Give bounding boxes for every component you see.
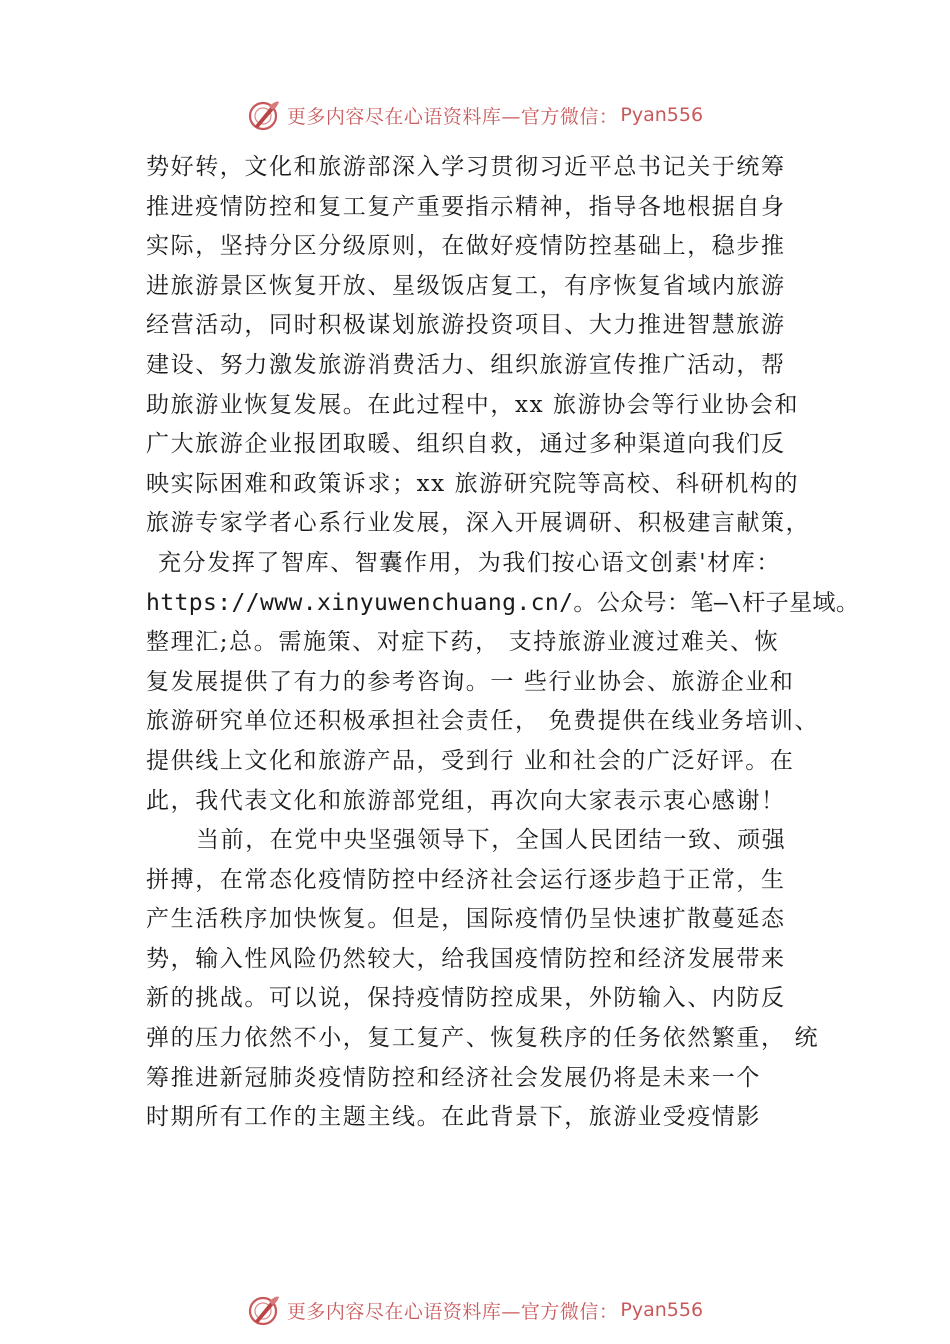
text-line: 产生活秩序加快恢复。但是，国际疫情仍呈快速扩散蔓延态: [146, 906, 786, 933]
footer-banner: [0, 1290, 950, 1330]
text-line: 推进疫情防控和复工复产重要指示精神，指导各地根据自身: [146, 193, 786, 220]
text-line: 势好转，文化和旅游部深入学习贯彻习近平总书记关于统筹: [146, 154, 786, 180]
quill-logo-icon: [247, 98, 281, 132]
banner-text: 更多内容尽在心语资料库—官方微信：: [286, 105, 619, 128]
document-body: [146, 148, 860, 1138]
url-line: https://www.xinyuwenchuang.cn/。公众号：笔—\杆子星域。: [146, 589, 860, 616]
quill-logo-icon: [247, 1293, 281, 1327]
text-line: 势，输入性风险仍然较大，给我国疫情防控和经济发展带来: [146, 945, 786, 972]
text-line: 旅游专家学者心系行业发展，深入开展调研、积极建言献策，: [146, 510, 811, 537]
text-line: 进旅游景区恢复开放、星级饭店复工，有序恢复省域内旅游: [146, 272, 786, 299]
text-line: 复发展提供了有力的参考咨询。一 些行业协会、旅游企业和: [146, 668, 795, 695]
text-line: 时期所有工作的主题主线。在此背景下，旅游业受疫情影: [146, 1104, 761, 1131]
text-line: 弹的压力依然不小，复工复产、恢复秩序的任务依然繁重， 统: [146, 1025, 820, 1052]
banner-text: 更多内容尽在心语资料库—官方微信：: [286, 1300, 619, 1323]
text-line: 新的挑战。可以说，保持疫情防控成果，外防输入、内防反: [146, 985, 786, 1012]
text-line: 整理汇;总。需施策、对症下药， 支持旅游业渡过难关、恢: [146, 629, 780, 656]
paragraph-start-line: 当前，在党中央坚强领导下，全国人民团结一致、顽强: [196, 827, 787, 854]
text-line: 拼搏，在常态化疫情防控中经济社会运行逐步趋于正常，生: [146, 866, 786, 893]
text-line: 提供线上文化和旅游产品，受到行 业和社会的广泛好评。在: [146, 747, 795, 774]
text-line: 助旅游业恢复发展。在此过程中，xx 旅游协会等行业协会和: [146, 391, 800, 418]
text-line: 广大旅游企业报团取暖、组织自救，通过多种渠道向我们反: [146, 431, 786, 458]
text-line: 筹推进新冠肺炎疫情防控和经济社会发展仍将是未来一个: [146, 1064, 761, 1091]
text-line: 建设、努力激发旅游消费活力、组织旅游宣传推广活动，帮: [146, 351, 786, 378]
text-line: 映实际困难和政策诉求；xx 旅游研究院等高校、科研机构的: [146, 470, 800, 497]
text-line: 此，我代表文化和旅游部党组，再次向大家表示衷心感谢！: [146, 787, 786, 814]
text-line: 充分发挥了智库、智囊作用，为我们按心语文创素'材库：: [158, 549, 781, 576]
text-line: 经营活动，同时积极谋划旅游投资项目、大力推进智慧旅游: [146, 312, 786, 339]
header-banner: [0, 95, 950, 135]
text-line: 旅游研究单位还积极承担社会责任， 免费提供在线业务培训、: [146, 708, 820, 735]
banner-wechat-id: Pyan556: [620, 104, 704, 126]
banner-wechat-id: Pyan556: [620, 1299, 704, 1321]
text-line: 实际，坚持分区分级原则，在做好疫情防控基础上，稳步推: [146, 233, 786, 260]
